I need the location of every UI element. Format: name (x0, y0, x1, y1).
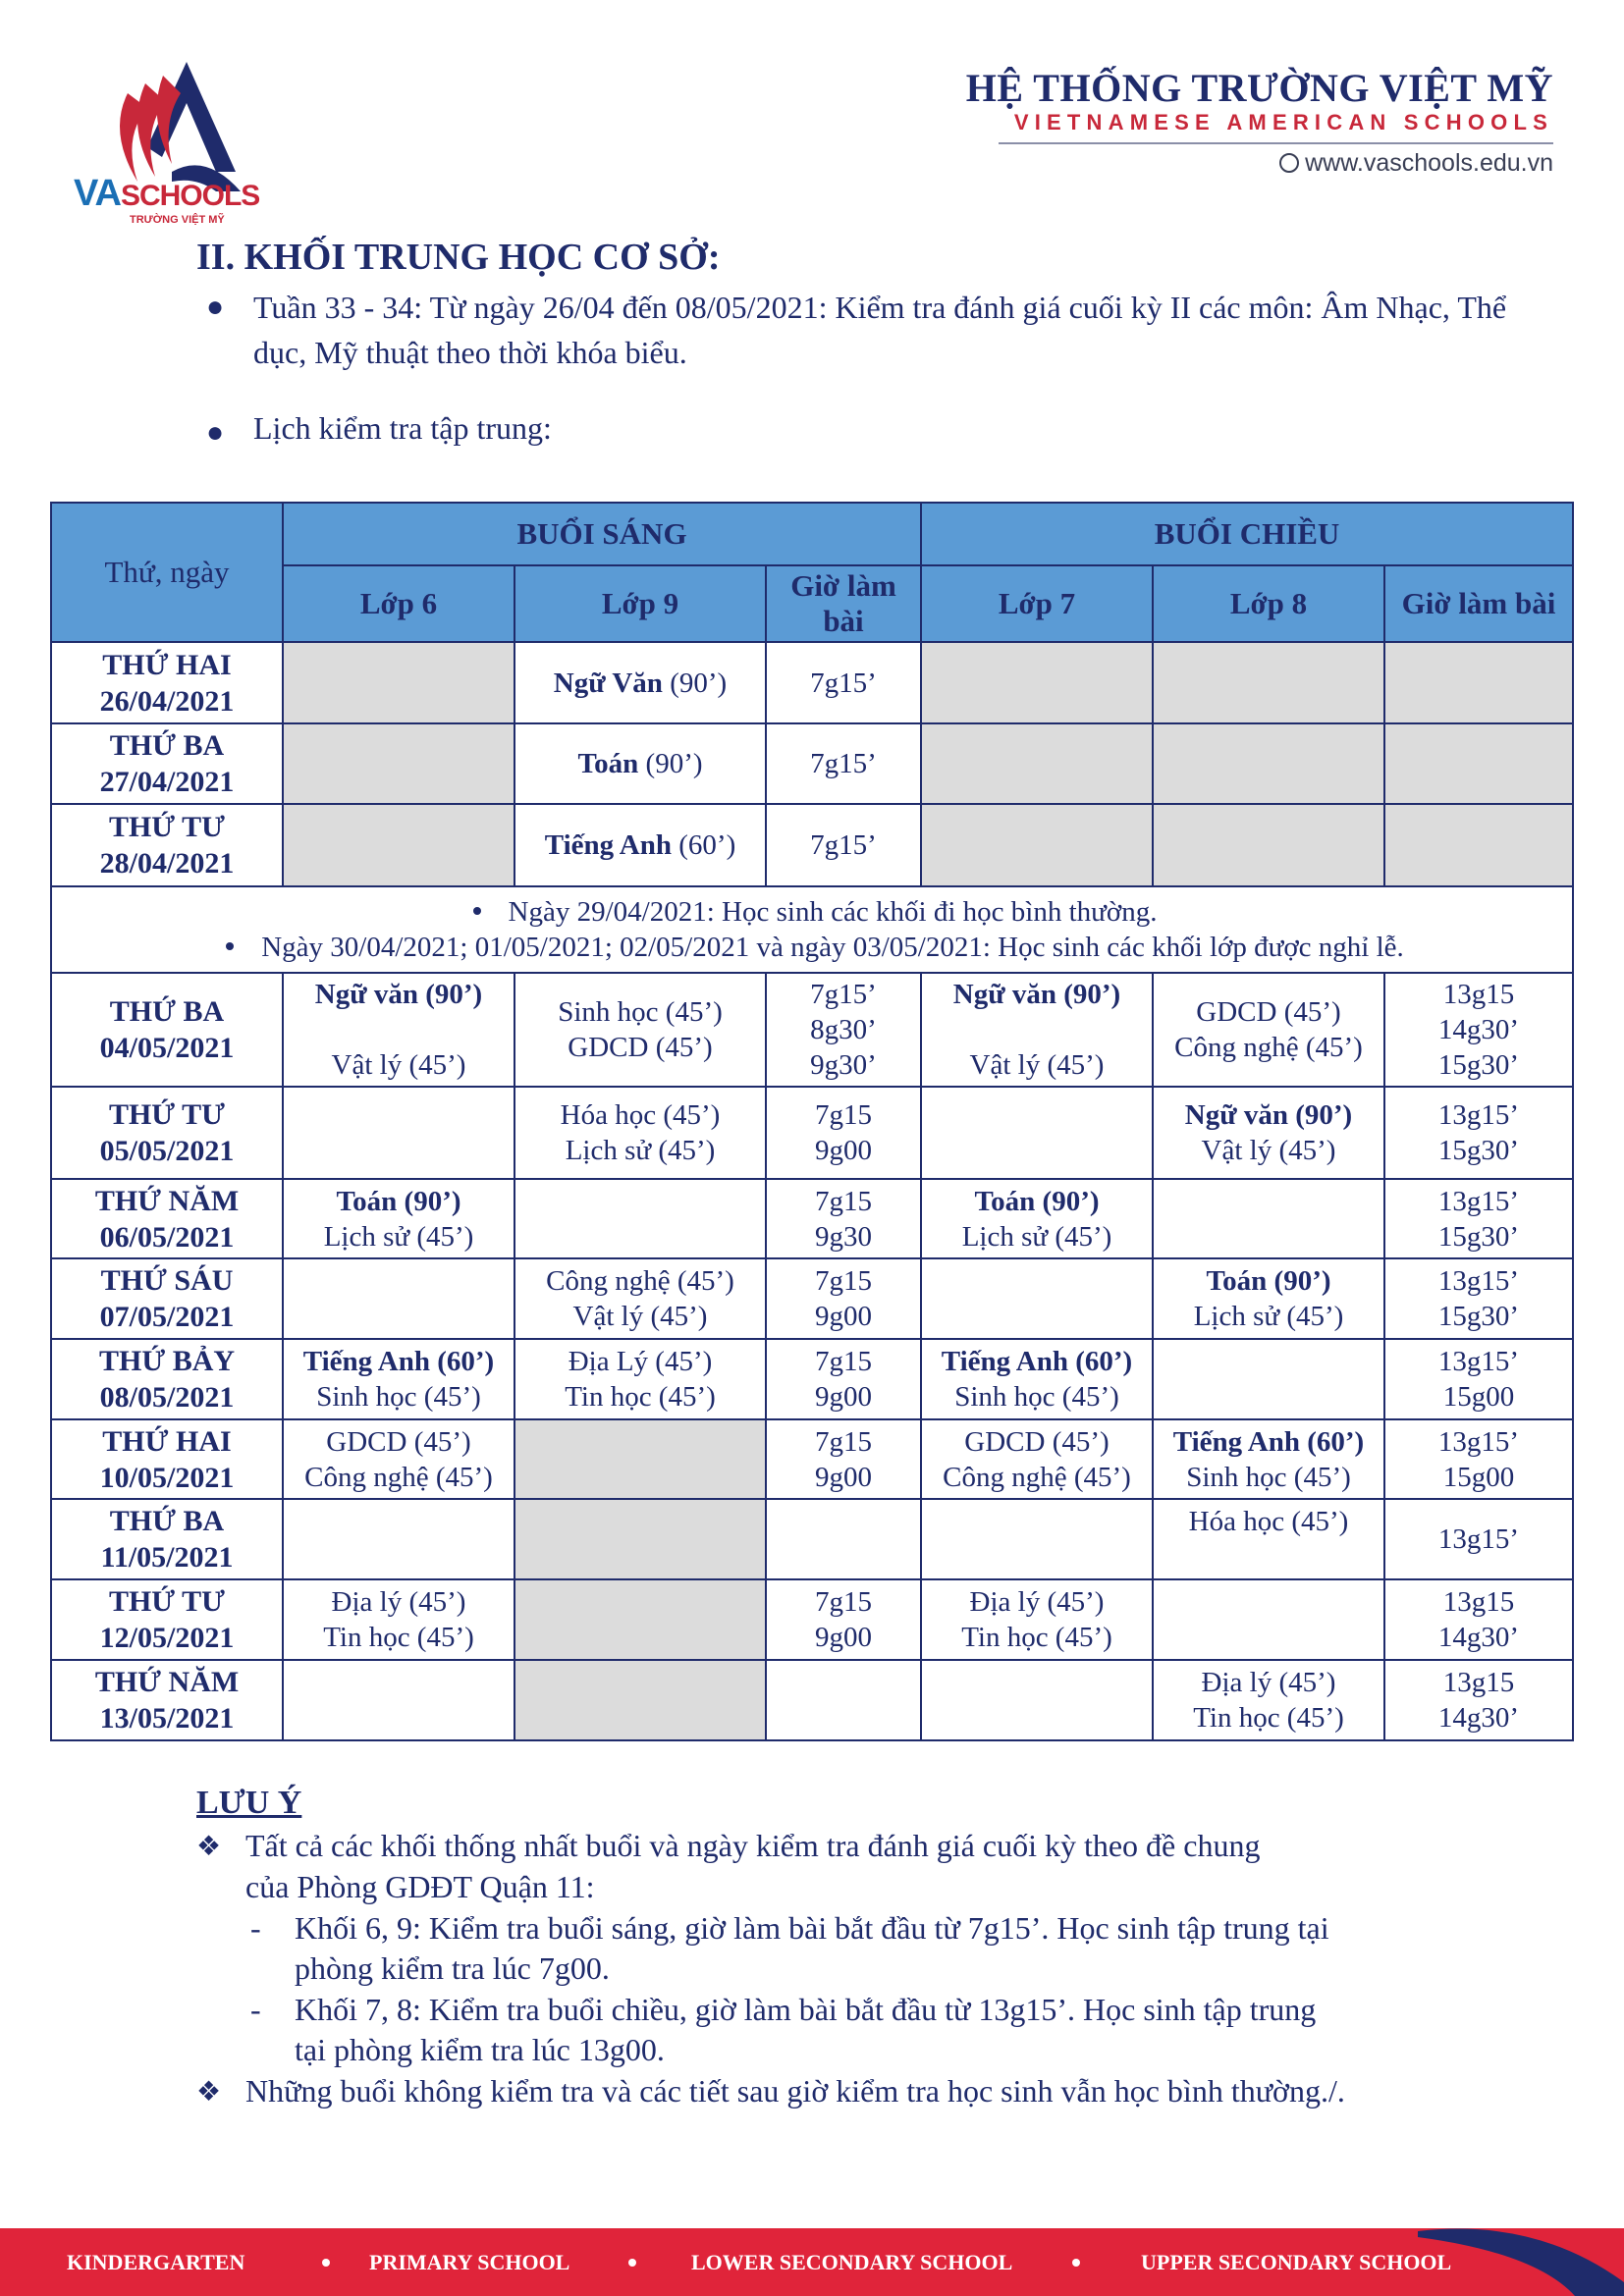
diamond-bullet-icon: ❖ (196, 1832, 222, 1862)
lop6-cell: Tiếng Anh (60’) Sinh học (45’) (283, 1339, 514, 1419)
lop8-cell: Tiếng Anh (60’) Sinh học (45’) (1153, 1419, 1384, 1499)
empty-cell (283, 1660, 514, 1740)
lop9-cell: Ngữ Văn (90’) (514, 642, 766, 723)
lop6-cell: Địa lý (45’) Tin học (45’) (283, 1579, 514, 1660)
lop6-cell: GDCD (45’) Công nghệ (45’) (283, 1419, 514, 1499)
empty-cell (514, 1579, 766, 1660)
time-cell: 7g15 9g00 (766, 1579, 921, 1660)
empty-cell (1153, 804, 1384, 886)
holiday-note-row (51, 886, 1573, 973)
day-cell: THỨ BA 11/05/2021 (51, 1499, 283, 1579)
school-system-title: HỆ THỐNG TRƯỜNG VIỆT MỸ (965, 66, 1553, 110)
empty-cell (283, 1499, 514, 1579)
table-row (51, 1579, 1573, 1660)
empty-cell (1153, 1179, 1384, 1258)
time-cell: 7g15 9g00 (766, 1339, 921, 1419)
table-row (51, 1339, 1573, 1419)
lop9-cell: Công nghệ (45’) Vật lý (45’) (514, 1258, 766, 1339)
empty-cell (1153, 1579, 1384, 1660)
empty-cell (921, 723, 1153, 804)
section-title: II. KHỐI TRUNG HỌC CƠ SỞ: (196, 237, 721, 278)
empty-cell (283, 642, 514, 723)
empty-cell (283, 804, 514, 886)
empty-cell (514, 1660, 766, 1740)
time-cell: 13g15’ 15g30’ (1384, 1179, 1573, 1258)
table-row (51, 1499, 1573, 1579)
note-line: Tất cả các khối thống nhất buổi và ngày kiểm tra đánh giá cuối kỳ theo đề chung (245, 1828, 1261, 1863)
time-cell: 13g15 14g30’ (1384, 1579, 1573, 1660)
footer-dot (628, 2259, 636, 2267)
time-cell: 7g15 9g00 (766, 1258, 921, 1339)
bullet-icon (226, 942, 234, 950)
empty-cell (921, 642, 1153, 723)
lop9-cell: Tiếng Anh (60’) (514, 804, 766, 886)
dash-icon: - (250, 1992, 261, 2027)
footer-dot (322, 2259, 330, 2267)
day-cell: THỨ BA 27/04/2021 (51, 723, 283, 804)
notes-title: LƯU Ý (196, 1785, 302, 1821)
table-row (51, 1087, 1573, 1179)
time-cell: 7g15’ (766, 723, 921, 804)
header-lop8: Lớp 8 (1153, 565, 1384, 642)
lop8-cell: GDCD (45’) Công nghệ (45’) (1153, 973, 1384, 1087)
time-cell: 13g15’ 15g00 (1384, 1339, 1573, 1419)
day-cell: THỨ SÁU 07/05/2021 (51, 1258, 283, 1339)
table-row (51, 804, 1573, 886)
time-cell: 13g15 14g30’ (1384, 1660, 1573, 1740)
lop8-cell: Hóa học (45’) (1153, 1499, 1384, 1579)
logo-wordmark: VASCHOOLS (74, 173, 260, 214)
day-cell: THỨ BA 04/05/2021 (51, 973, 283, 1087)
empty-cell (1153, 642, 1384, 723)
header-day: Thứ, ngày (51, 503, 283, 642)
bullet-text-1: Tuần 33 - 34: Từ ngày 26/04 đến 08/05/2021: Kiểm tra đánh giá cuối kỳ II các môn: Âm Nhạc, Thể dục, Mỹ thuật theo thời khóa biểu. (253, 290, 1507, 370)
diamond-bullet-icon: ❖ (196, 2077, 222, 2108)
empty-cell (283, 723, 514, 804)
lop7-cell: GDCD (45’) Công nghệ (45’) (921, 1419, 1153, 1499)
lop9-cell: Sinh học (45’) GDCD (45’) (514, 973, 766, 1087)
header-divider (999, 142, 1553, 144)
lop7-cell: Ngữ văn (90’) Vật lý (45’) (921, 973, 1153, 1087)
exam-schedule-table (50, 502, 1574, 1741)
header-morning: BUỔI SÁNG (283, 503, 921, 565)
lop9-cell: Toán (90’) (514, 723, 766, 804)
time-cell: 13g15 14g30’ 15g30’ (1384, 973, 1573, 1087)
bullet-icon: ● (206, 291, 225, 323)
table-row (51, 723, 1573, 804)
holiday-note: Ngày 29/04/2021: Học sinh các khối đi học bình thường. Ngày 30/04/2021; 01/05/2021; 02/05/2021 và ngày 03/05/2021: Học sinh các khối lớp được nghỉ lễ. (51, 886, 1573, 973)
lop7-cell: Toán (90’) Lịch sử (45’) (921, 1179, 1153, 1258)
time-cell: 7g15 9g00 (766, 1419, 921, 1499)
day-cell: THỨ TƯ 12/05/2021 (51, 1579, 283, 1660)
empty-cell (921, 1499, 1153, 1579)
header-time-morning: Giờ làm bài (766, 565, 921, 642)
bullet-icon (473, 907, 481, 915)
empty-cell (921, 1258, 1153, 1339)
bullet-text-2: Lịch kiểm tra tập trung: (253, 410, 552, 446)
table-row (51, 973, 1573, 1087)
table-row (51, 1179, 1573, 1258)
time-cell: 13g15’ 15g30’ (1384, 1087, 1573, 1179)
footer-upper-secondary: UPPER SECONDARY SCHOOL (1141, 2250, 1452, 2274)
time-cell: 7g15 9g00 (766, 1087, 921, 1179)
time-cell: 7g15’ (766, 642, 921, 723)
empty-cell (766, 1660, 921, 1740)
empty-cell (921, 804, 1153, 886)
day-cell: THỨ TƯ 05/05/2021 (51, 1087, 283, 1179)
empty-cell (766, 1499, 921, 1579)
note-line: của Phòng GDĐT Quận 11: (245, 1869, 595, 1904)
lop6-cell: Ngữ văn (90’) Vật lý (45’) (283, 973, 514, 1087)
footer-primary: PRIMARY SCHOOL (369, 2250, 570, 2274)
footer-lower-secondary: LOWER SECONDARY SCHOOL (691, 2250, 1013, 2274)
day-cell: THỨ NĂM 13/05/2021 (51, 1660, 283, 1740)
school-system-subtitle: VIETNAMESE AMERICAN SCHOOLS (1013, 110, 1553, 134)
time-cell: 7g15’ (766, 804, 921, 886)
time-cell: 13g15’ 15g30’ (1384, 1258, 1573, 1339)
empty-cell (1153, 1339, 1384, 1419)
empty-cell (514, 1499, 766, 1579)
empty-cell (514, 1179, 766, 1258)
lop9-cell: Địa Lý (45’) Tin học (45’) (514, 1339, 766, 1419)
empty-cell (514, 1419, 766, 1499)
dash-icon: - (250, 1910, 261, 1946)
logo-subtitle: TRƯỜNG VIỆT MỸ (130, 214, 225, 226)
table-row (51, 1419, 1573, 1499)
day-cell: THỨ HAI 10/05/2021 (51, 1419, 283, 1499)
website-link[interactable]: www.vaschools.edu.vn (1279, 149, 1553, 178)
note-line: Khối 6, 9: Kiểm tra buổi sáng, giờ làm bài bắt đầu từ 7g15’. Học sinh tập trung tại (295, 1910, 1329, 1946)
empty-cell (1153, 723, 1384, 804)
lop8-cell: Ngữ văn (90’) Vật lý (45’) (1153, 1087, 1384, 1179)
empty-cell (921, 1660, 1153, 1740)
lop7-cell: Tiếng Anh (60’) Sinh học (45’) (921, 1339, 1153, 1419)
footer-dot (1072, 2259, 1080, 2267)
header-afternoon: BUỔI CHIỀU (921, 503, 1573, 565)
header-lop9: Lớp 9 (514, 565, 766, 642)
lop9-cell: Hóa học (45’) Lịch sử (45’) (514, 1087, 766, 1179)
lop8-cell: Địa lý (45’) Tin học (45’) (1153, 1660, 1384, 1740)
note-line: Những buổi không kiểm tra và các tiết sau giờ kiểm tra học sinh vẫn học bình thường./. (245, 2073, 1345, 2109)
empty-cell (283, 1258, 514, 1339)
lop7-cell: Địa lý (45’) Tin học (45’) (921, 1579, 1153, 1660)
empty-cell (1384, 723, 1573, 804)
table-row (51, 642, 1573, 723)
day-cell: THỨ HAI 26/04/2021 (51, 642, 283, 723)
lop8-cell: Toán (90’) Lịch sử (45’) (1153, 1258, 1384, 1339)
day-cell: THỨ NĂM 06/05/2021 (51, 1179, 283, 1258)
globe-icon (1279, 153, 1299, 173)
lop6-cell: Toán (90’) Lịch sử (45’) (283, 1179, 514, 1258)
empty-cell (283, 1087, 514, 1179)
table-row (51, 1660, 1573, 1740)
bullet-icon: ● (206, 416, 225, 449)
table-row (51, 1258, 1573, 1339)
header-lop6: Lớp 6 (283, 565, 514, 642)
header-time-afternoon: Giờ làm bài (1384, 565, 1573, 642)
time-cell: 13g15’ 15g00 (1384, 1419, 1573, 1499)
note-line: Khối 7, 8: Kiểm tra buổi chiều, giờ làm bài bắt đầu từ 13g15’. Học sinh tập trung (295, 1992, 1317, 2027)
day-cell: THỨ BẢY 08/05/2021 (51, 1339, 283, 1419)
time-cell: 7g15’ 8g30’ 9g30’ (766, 973, 921, 1087)
empty-cell (1384, 804, 1573, 886)
time-cell: 7g15 9g30 (766, 1179, 921, 1258)
header-lop7: Lớp 7 (921, 565, 1153, 642)
empty-cell (1384, 642, 1573, 723)
note-line: tại phòng kiểm tra lúc 13g00. (295, 2032, 665, 2067)
footer-kindergarten: KINDERGARTEN (67, 2250, 245, 2274)
note-line: phòng kiểm tra lúc 7g00. (295, 1950, 610, 1986)
empty-cell (921, 1087, 1153, 1179)
time-cell: 13g15’ (1384, 1499, 1573, 1579)
day-cell: THỨ TƯ 28/04/2021 (51, 804, 283, 886)
